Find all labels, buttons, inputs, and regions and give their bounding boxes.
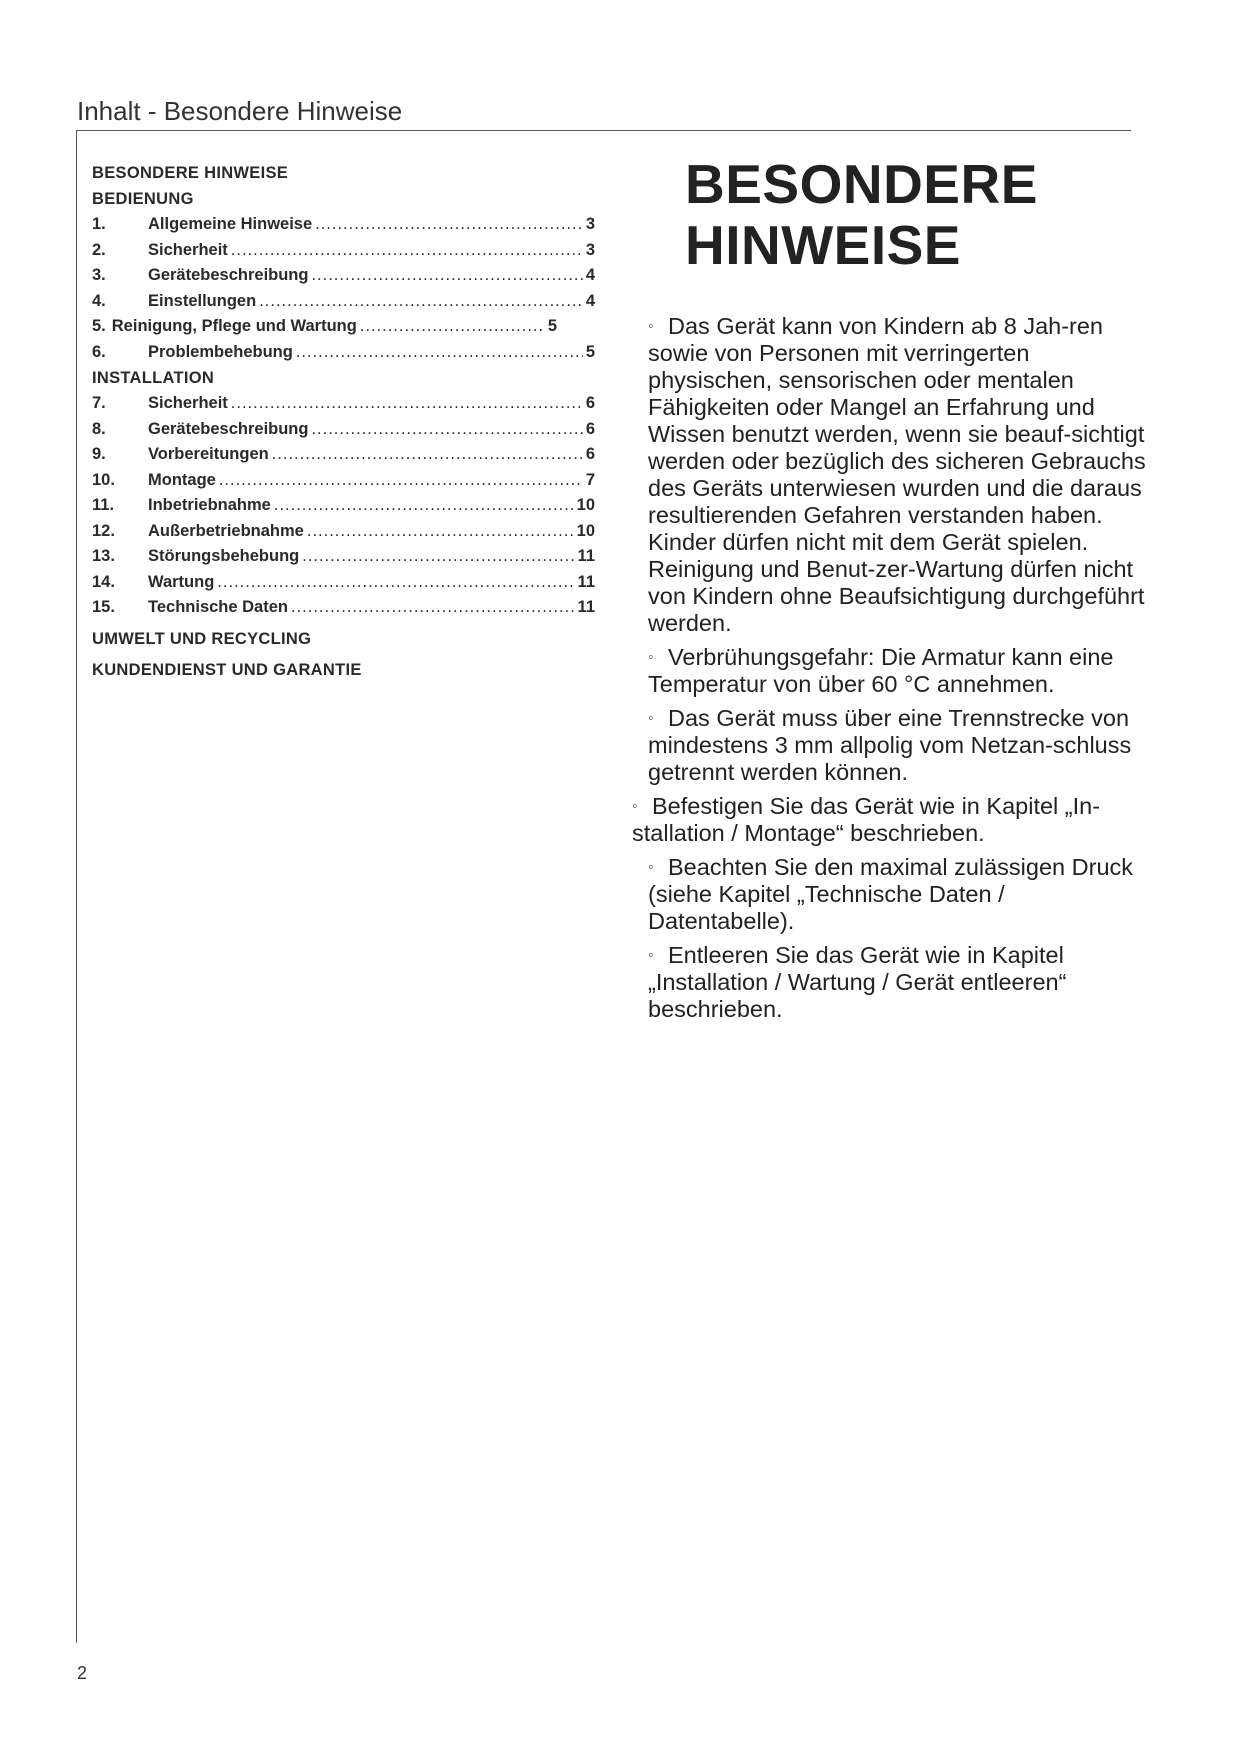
safety-note [648, 313, 1148, 637]
toc-dot-leader [311, 417, 582, 443]
toc-entry[interactable] [92, 519, 595, 545]
toc-entry-page: 3 [585, 215, 595, 233]
toc-entry-label: Vorbereitungen [148, 445, 269, 463]
toc-entry-label: Sicherheit [148, 240, 228, 259]
toc-section-installation[interactable]: INSTALLATION [92, 369, 215, 387]
toc-dot-leader [311, 263, 582, 289]
toc-entry-number: 1. [92, 215, 106, 233]
toc-entry-page: 5 [547, 317, 557, 335]
toc-dot-leader [302, 544, 574, 570]
safety-note-text: Befestigen Sie das Gerät wie in Kapitel „In-stallation / Montage“ beschrieben. [632, 793, 1101, 846]
toc-entry-page: 3 [585, 240, 595, 259]
toc-entry-number: 14. [92, 572, 115, 591]
header-divider [76, 130, 1131, 131]
section-heading-line-2: HINWEISE [685, 214, 961, 276]
toc-entry-page: 6 [585, 419, 595, 438]
page-number: 2 [77, 1663, 88, 1683]
toc-entry-page: 6 [585, 445, 595, 463]
section-heading [685, 154, 1038, 276]
safety-note [648, 942, 1148, 1023]
toc-dot-leader [291, 595, 575, 621]
toc-dot-leader [272, 442, 583, 468]
safety-note-text: Das Gerät kann von Kindern ab 8 Jah-ren sowie von Personen mit verringerten physischen, sensorischen oder mentalen Fähigkeiten oder Mangel an Erfahrung und Wissen benutzt werden, wenn sie beauf-sichtigt werden oder bezüglich des sicheren Gebrauchs des Geräts unterwiesen wurden und die daraus resultierenden Gefahren verstanden haben. Kinder dürfen nicht mit dem Gerät spielen. Reinigung und Benut-zer-Wartung dürfen nicht von Kindern ohne Beaufsichtigung durchgeführt werden. [648, 313, 1146, 636]
left-margin-rule [76, 130, 77, 1643]
toc-entry-number: 10. [92, 470, 115, 489]
toc-dot-leader [360, 314, 545, 340]
toc-entry[interactable] [92, 417, 595, 443]
bullet-circle-icon: ◦ [632, 798, 638, 815]
bullet-circle-icon: ◦ [648, 649, 654, 666]
toc-entry-number: 11. [92, 496, 115, 514]
safety-note [648, 705, 1148, 786]
safety-note-text: Beachten Sie den maximal zulässigen Druck (siehe Kapitel „Technische Daten / Datentabelle). [648, 854, 1134, 934]
bullet-circle-icon: ◦ [648, 859, 654, 876]
toc-entry[interactable] [92, 212, 595, 238]
toc-entry-number: 5. [92, 317, 106, 335]
toc-entry[interactable] [92, 314, 557, 340]
toc-entry-number: 12. [92, 521, 115, 540]
toc-dot-leader [219, 468, 583, 494]
toc-dot-leader [296, 340, 583, 366]
toc-entry-label: Gerätebeschreibung [148, 266, 309, 284]
toc-entry-number: 3. [92, 266, 106, 284]
toc-entry-page: 4 [585, 266, 595, 284]
toc-entry[interactable] [92, 468, 595, 494]
toc-section-besondere-hinweise[interactable]: BESONDERE HINWEISE [92, 164, 289, 182]
toc-entry-page: 11 [577, 598, 595, 616]
safety-note-text: Entleeren Sie das Gerät wie in Kapitel „Installation / Wartung / Gerät entleeren“ beschrieben. [648, 942, 1067, 1022]
safety-note-text: Verbrühungsgefahr: Die Armatur kann eine Temperatur von über 60 °C annehmen. [648, 644, 1114, 697]
toc-dot-leader [315, 212, 583, 238]
toc-entry-label: Inbetriebnahme [148, 496, 271, 514]
toc-entry[interactable] [92, 493, 595, 519]
bullet-circle-icon: ◦ [648, 710, 654, 727]
toc-entry-number: 7. [92, 394, 106, 412]
toc-entry-label: Reinigung, Pflege und Wartung [111, 317, 357, 335]
toc-dot-leader [274, 493, 574, 519]
toc-entry[interactable] [92, 263, 595, 289]
toc-entry-label: Störungsbehebung [148, 547, 300, 565]
safety-note-text: Das Gerät muss über eine Trennstrecke von mindestens 3 mm allpolig vom Netzan-schluss getrennt werden können. [648, 705, 1132, 785]
toc-entry-number: 6. [92, 342, 106, 361]
toc-entry-label: Allgemeine Hinweise [148, 215, 313, 233]
safety-note [648, 644, 1148, 698]
toc-section-bedienung[interactable]: BEDIENUNG [92, 190, 194, 208]
toc-entry[interactable] [92, 570, 595, 596]
toc-entry-label: Einstellungen [148, 291, 257, 310]
toc-entry-label: Montage [148, 470, 216, 489]
toc-entry-label: Außerbetriebnahme [148, 521, 304, 540]
toc-dot-leader [307, 519, 574, 545]
toc-entry-page: 6 [585, 394, 595, 412]
toc-dot-leader [231, 391, 583, 417]
toc-entry-page: 7 [585, 470, 595, 489]
toc-section-umwelt[interactable]: UMWELT UND RECYCLING [92, 629, 312, 648]
toc-entry-page: 10 [576, 496, 595, 514]
toc-entry[interactable] [92, 442, 595, 468]
toc-entry-label: Technische Daten [148, 598, 288, 616]
toc-entry-label: Sicherheit [148, 394, 228, 412]
toc-entry-number: 8. [92, 419, 106, 438]
toc-section-kundendienst[interactable]: KUNDENDIENST UND GARANTIE [92, 660, 362, 679]
toc-entry[interactable] [92, 391, 595, 417]
toc-entry-number: 4. [92, 291, 106, 310]
toc-dot-leader [217, 570, 574, 596]
toc-entry[interactable] [92, 289, 595, 315]
toc-entry-number: 2. [92, 240, 106, 259]
toc-entry[interactable] [92, 340, 595, 366]
toc-entry-page: 11 [577, 547, 595, 565]
toc-dot-leader [231, 238, 583, 264]
toc-entry-page: 4 [585, 291, 595, 310]
section-heading-line-1: BESONDERE [685, 153, 1038, 215]
toc-entry-number: 9. [92, 445, 106, 463]
safety-notes-list [632, 313, 1148, 1030]
page-header-title: Inhalt - Besondere Hinweise [77, 96, 403, 126]
toc-entry-page: 10 [576, 521, 595, 540]
bullet-circle-icon: ◦ [648, 318, 654, 335]
safety-note [632, 793, 1148, 847]
toc-entry-number: 15. [92, 598, 115, 616]
toc-entry-label: Wartung [148, 572, 215, 591]
toc-entry[interactable] [92, 544, 595, 570]
toc-entry-label: Problembehebung [148, 342, 293, 361]
bullet-circle-icon: ◦ [648, 947, 654, 964]
safety-note [648, 854, 1148, 935]
toc-dot-leader [259, 289, 583, 315]
toc-entry-page: 5 [585, 342, 595, 361]
table-of-contents [92, 160, 595, 683]
toc-entry-number: 13. [92, 547, 115, 565]
toc-entry[interactable] [92, 238, 595, 264]
toc-entry-page: 11 [577, 572, 595, 591]
toc-entry[interactable] [92, 595, 595, 621]
toc-entry-label: Gerätebeschreibung [148, 419, 309, 438]
